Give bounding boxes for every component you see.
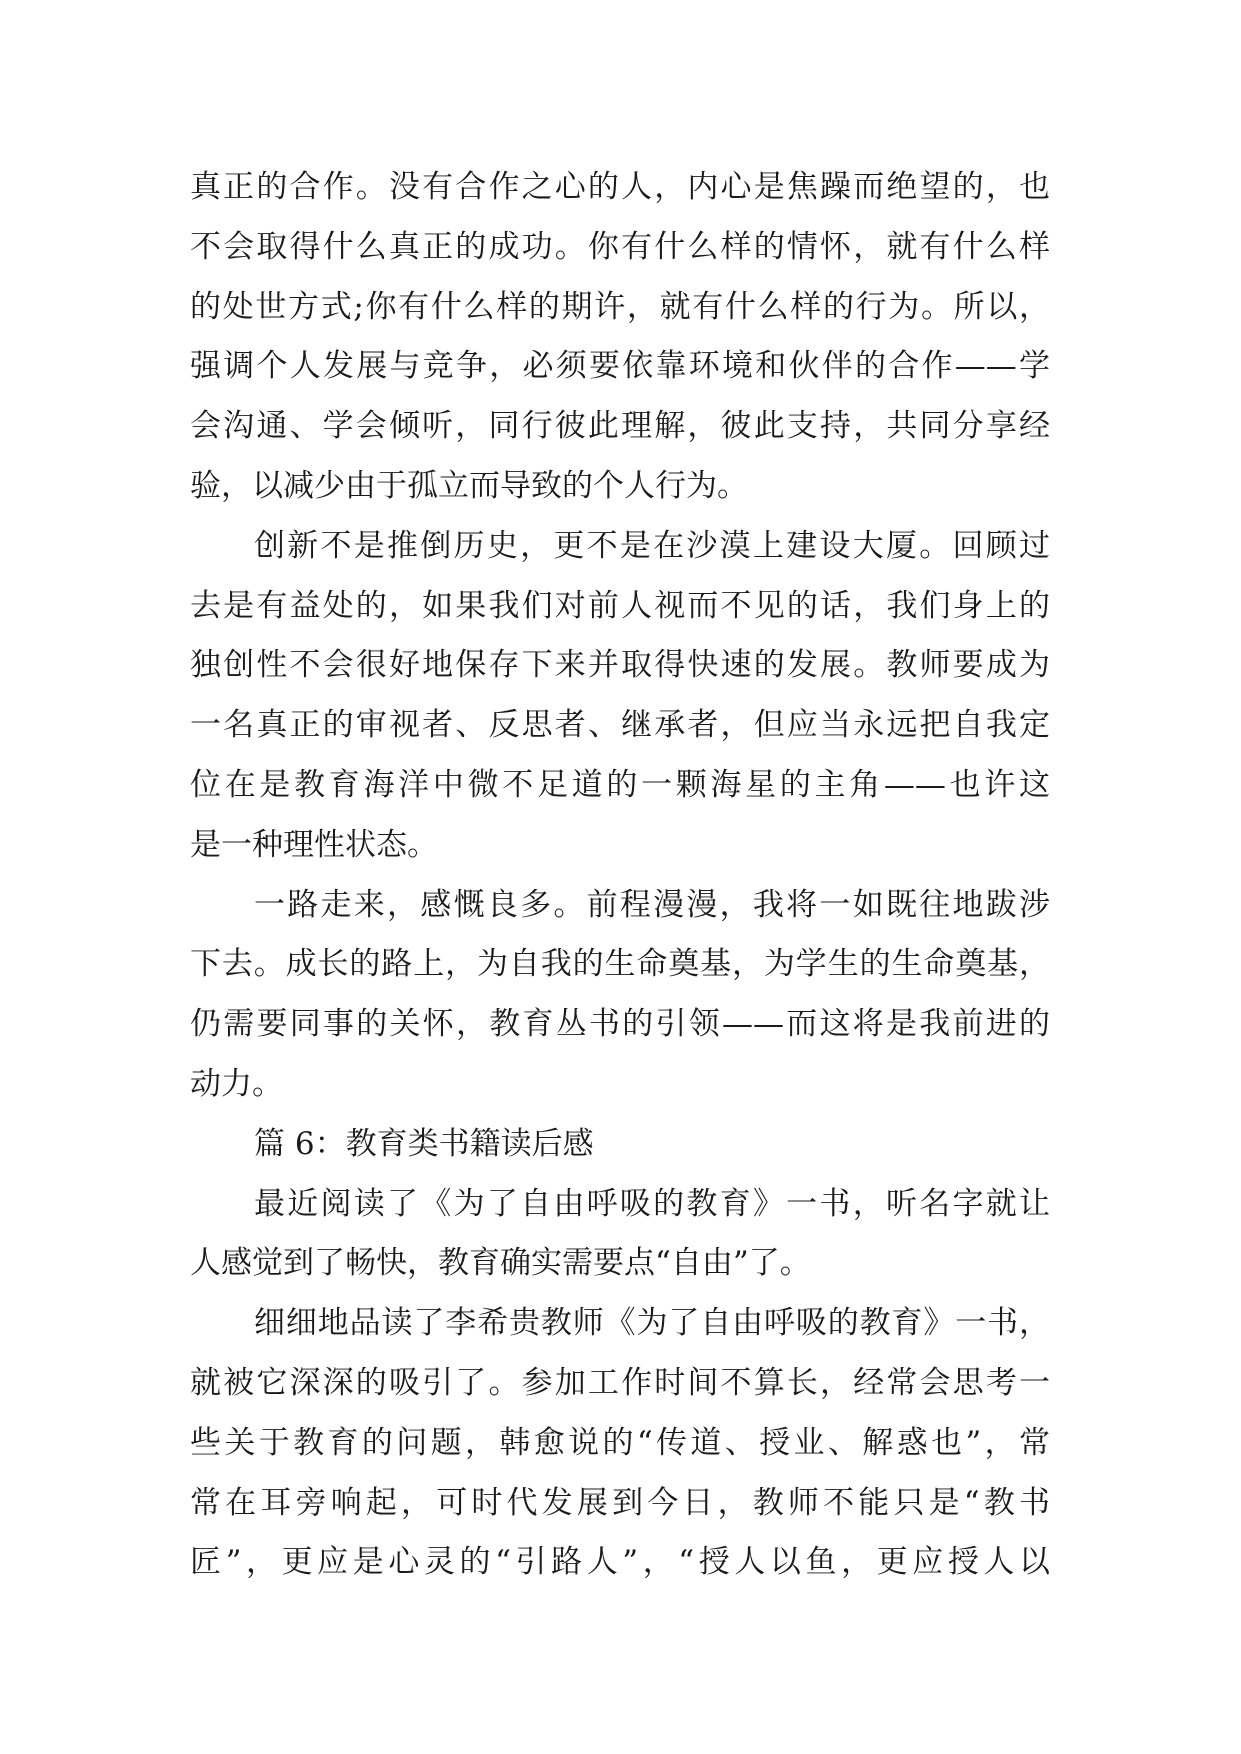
text-line: 位在是教育海洋中微不足道的一颗海星的主角——也许这 (190, 766, 1050, 803)
text-line: 最近阅读了《为了自由呼吸的教育》一书，听名字就让 (254, 1185, 1050, 1222)
text-line: 独创性不会很好地保存下来并取得快速的发展。教师要成为 (190, 647, 1050, 684)
text-line: 的处世方式;你有什么样的期许，就有什么样的行为。所以， (190, 288, 1050, 325)
text-line: 仍需要同事的关怀，教育丛书的引领——而这将是我前进的 (190, 1006, 1050, 1043)
text-line: 会沟通、学会倾听，同行彼此理解，彼此支持，共同分享经 (190, 408, 1050, 445)
text-line: 人感觉到了畅快，教育确实需要点“自由”了。 (190, 1245, 811, 1282)
text-line: 篇 6：教育类书籍读后感 (254, 1125, 594, 1162)
paragraph (190, 1175, 1050, 1295)
paragraph (190, 876, 1050, 1115)
text-line: 是一种理性状态。 (190, 826, 438, 863)
text-line: 常在耳旁响起，可时代发展到今日，教师不能只是“教书 (190, 1484, 1050, 1521)
paragraph (190, 1294, 1050, 1593)
paragraph (190, 517, 1050, 876)
text-line: 些关于教育的问题，韩愈说的“传道、授业、解惑也”，常 (190, 1424, 1050, 1461)
text-line: 下去。成长的路上，为自我的生命奠基，为学生的生命奠基， (190, 946, 1050, 983)
paragraph (190, 1115, 1050, 1175)
text-line: 就被它深深的吸引了。参加工作时间不算长，经常会思考一 (190, 1364, 1050, 1401)
text-line: 真正的合作。没有合作之心的人，内心是焦躁而绝望的，也 (190, 169, 1050, 205)
text-line: 动力。 (190, 1065, 283, 1102)
text-line: 不会取得什么真正的成功。你有什么样的情怀，就有什么样 (190, 228, 1050, 265)
text-line: 一路走来，感慨良多。前程漫漫，我将一如既往地跋涉 (254, 886, 1050, 923)
paragraph (190, 158, 1050, 517)
text-line: 细细地品读了李希贵教师《为了自由呼吸的教育》一书， (254, 1305, 1050, 1342)
text-line: 一名真正的审视者、反思者、继承者，但应当永远把自我定 (190, 707, 1050, 744)
text-line: 创新不是推倒历史，更不是在沙漠上建设大厦。回顾过 (254, 527, 1050, 564)
text-line: 验，以减少由于孤立而导致的个人行为。 (190, 467, 748, 504)
text-line: 去是有益处的，如果我们对前人视而不见的话，我们身上的 (190, 587, 1050, 624)
text-line: 匠”，更应是心灵的“引路人”，“授人以鱼，更应授人以 (190, 1544, 1050, 1581)
document-body (190, 158, 1050, 1593)
text-line: 强调个人发展与竞争，必须要依靠环境和伙伴的合作——学 (190, 348, 1050, 385)
